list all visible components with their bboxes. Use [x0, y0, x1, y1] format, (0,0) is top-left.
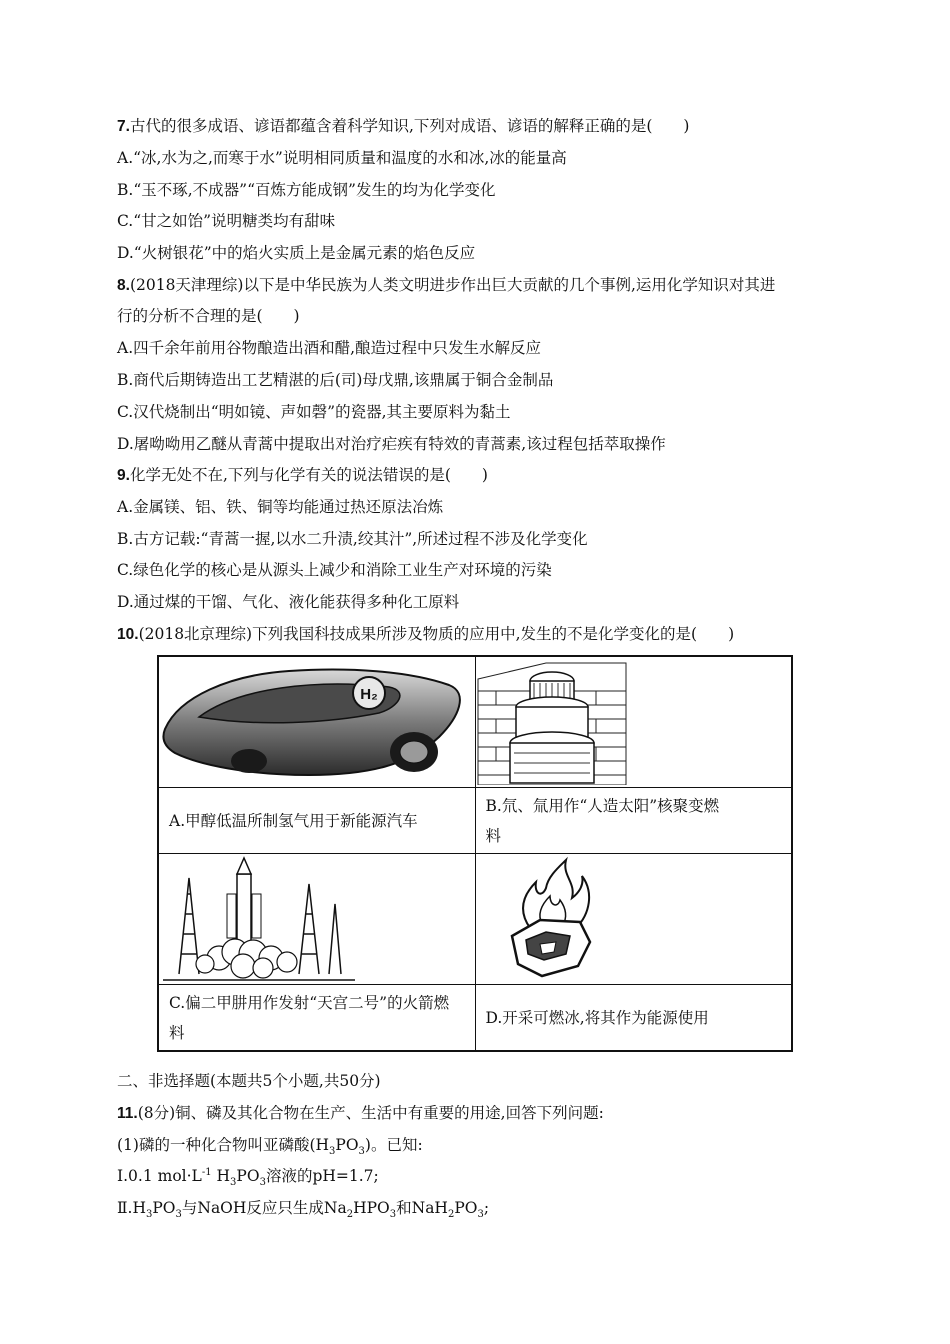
q11-cond-part: Ⅱ.H	[117, 1199, 146, 1217]
q11-cond-part: PO	[152, 1199, 176, 1217]
q11-cond-part: H	[211, 1167, 231, 1185]
combustible-ice-illustration	[476, 854, 636, 982]
q7-option-b: B.“玉不琢,不成器”“百炼方能成钢”发生的均为化学变化	[117, 181, 496, 199]
q9-number: 9.	[117, 467, 130, 484]
q7-stem	[117, 116, 689, 137]
q10-stem	[117, 624, 734, 645]
q10-image-c-cell	[158, 854, 475, 985]
subscript: 2	[346, 1209, 354, 1221]
q7-option-d: D.“火树银花”中的焰火实质上是金属元素的焰色反应	[117, 244, 476, 262]
subscript: 3	[477, 1209, 484, 1221]
q10-options-table	[157, 655, 793, 1052]
q8-stem-line2: 行的分析不合理的是( )	[117, 307, 300, 325]
q11-cond-part: 和NaH	[396, 1199, 448, 1217]
q9-stem	[117, 465, 488, 486]
q10-caption-c-line1: C.偏二甲肼用作发射“天宫二号”的火箭燃	[169, 993, 450, 1012]
q7-option-c: C.“甘之如饴”说明糖类均有甜味	[117, 212, 336, 230]
q11-condition-i	[117, 1166, 379, 1189]
q11-cond-part: 溶液的pH=1.7;	[265, 1167, 379, 1185]
q11-cond-part: PO	[236, 1167, 260, 1185]
q8-option-c: C.汉代烧制出“明如镜、声如磬”的瓷器,其主要原料为黏土	[117, 403, 511, 421]
q9-option-a: A.金属镁、铝、铁、铜等均能通过热还原法冶炼	[117, 498, 444, 516]
q10-image-a-cell	[158, 656, 475, 788]
q11-condition-ii	[117, 1198, 490, 1221]
q7-option-a: A.“冰,水为之,而寒于水”说明相同质量和温度的水和冰,冰的能量高	[117, 149, 567, 167]
q11-sub1-part: (1)磷的一种化合物叫亚磷酸(H	[117, 1136, 330, 1154]
subscript: 2	[447, 1209, 455, 1221]
q9-option-c: C.绿色化学的核心是从源头上减少和消除工业生产对环境的污染	[117, 561, 552, 579]
q10-caption-d	[475, 985, 792, 1052]
q9-stem-text: 化学无处不在,下列与化学有关的说法错误的是( )	[129, 466, 488, 484]
q8-stem-text1: (2018天津理综)以下是中华民族为人类文明进步作出巨大贡献的几个事例,运用化学知识对其进	[129, 276, 776, 294]
subscript: 3	[389, 1209, 397, 1221]
q11-sub1	[117, 1135, 423, 1158]
q11-stem-text: (8分)铜、磷及其化合物在生产、生活中有重要的用途,回答下列问题:	[137, 1104, 604, 1122]
q11-cond-part: ;	[483, 1199, 490, 1217]
q10-caption-b-line2: 料	[485, 826, 502, 845]
hydrogen-car-illustration	[159, 657, 499, 785]
q10-caption-c	[158, 985, 475, 1052]
q11-sub1-part: )。已知:	[364, 1136, 423, 1154]
subscript: 3	[259, 1177, 266, 1189]
subscript: 3	[230, 1177, 237, 1189]
q11-cond-part: 与NaOH反应只生成Na	[181, 1199, 347, 1217]
q10-caption-c-line2: 料	[169, 1023, 185, 1042]
q8-number: 8.	[117, 277, 130, 294]
q10-image-b-cell	[475, 656, 792, 788]
section2-title: 二、非选择题(本题共5个小题,共50分)	[117, 1072, 381, 1090]
subscript: 3	[329, 1146, 336, 1158]
q10-caption-b	[475, 788, 792, 854]
q9-option-b: B.古方记载:“青蒿一握,以水二升渍,绞其汁”,所述过程不涉及化学变化	[117, 530, 588, 548]
subscript: 3	[358, 1146, 365, 1158]
q10-caption-b-line1: B.氘、氚用作“人造太阳”核聚变燃	[485, 796, 720, 815]
q8-option-a: A.四千余年前用谷物酿造出酒和醋,酿造过程中只发生水解反应	[117, 339, 542, 357]
rocket-launch-illustration	[159, 854, 359, 982]
q11-cond-part: HPO	[353, 1199, 390, 1217]
q7-stem-text: 古代的很多成语、谚语都蕴含着科学知识,下列对成语、谚语的解释正确的是( )	[129, 117, 690, 135]
subscript: 3	[145, 1209, 153, 1221]
q10-caption-a-text: A.甲醇低温所制氢气用于新能源汽车	[169, 811, 418, 830]
q10-caption-d-text: D.开采可燃冰,将其作为能源使用	[485, 1008, 709, 1027]
q8-option-d: D.屠呦呦用乙醚从青蒿中提取出对治疗疟疾有特效的青蒿素,该过程包括萃取操作	[117, 435, 666, 453]
fusion-reactor-illustration	[476, 657, 776, 785]
q11-stem	[117, 1103, 604, 1124]
subscript: 3	[175, 1209, 182, 1221]
q10-caption-a	[158, 788, 475, 854]
q7-number: 7.	[117, 118, 130, 135]
q10-stem-text: (2018北京理综)下列我国科技成果所涉及物质的应用中,发生的不是化学变化的是( )	[138, 625, 735, 643]
q8-stem-line1	[117, 275, 775, 296]
q11-sub1-part: PO	[335, 1136, 359, 1154]
car-h2-label: H₂	[360, 686, 378, 703]
q8-option-b: B.商代后期铸造出工艺精湛的后(司)母戊鼎,该鼎属于铜合金制品	[117, 371, 554, 389]
q11-cond-part: PO	[454, 1199, 478, 1217]
q11-cond-part: Ⅰ.0.1 mol·L	[117, 1167, 202, 1185]
q10-image-d-cell	[475, 854, 792, 985]
q9-option-d: D.通过煤的干馏、气化、液化能获得多种化工原料	[117, 593, 460, 611]
q11-number: 11.	[117, 1105, 138, 1122]
q10-number: 10.	[117, 626, 139, 643]
superscript: -1	[201, 1166, 212, 1178]
